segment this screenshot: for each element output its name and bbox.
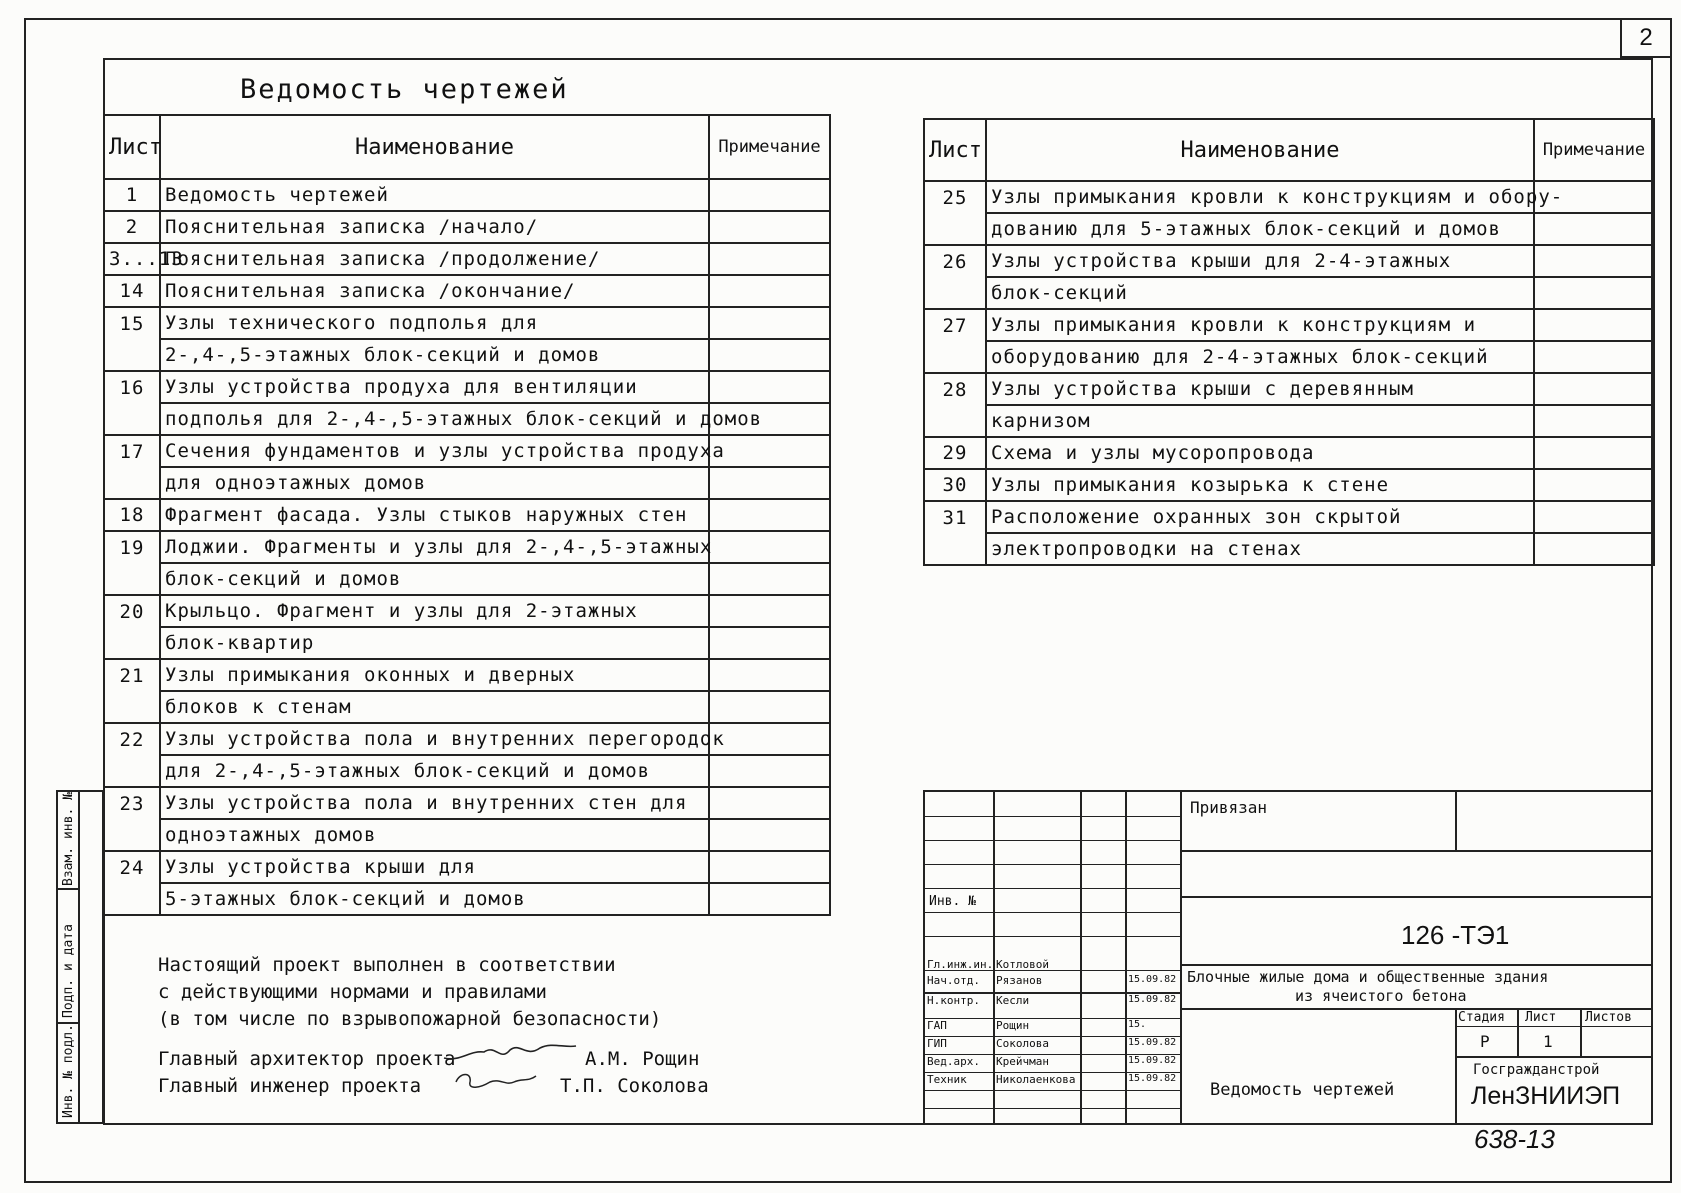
sheet-number-cell: 22 xyxy=(104,723,160,755)
note-cell xyxy=(1534,373,1654,405)
table-row xyxy=(104,371,830,403)
drawing-title-cell: Крыльцо. Фрагмент и узлы для 2-этажных xyxy=(160,595,709,627)
table-row xyxy=(104,243,830,275)
table-row xyxy=(924,213,1654,245)
table-row xyxy=(104,339,830,371)
drawing-title-cell: для 2-,4-,5-этажных блок-секций и домов xyxy=(160,755,709,787)
sheet-number-cell: 28 xyxy=(924,373,986,405)
table-row xyxy=(924,405,1654,437)
sheet-number-cell xyxy=(924,341,986,373)
staff-name: Котловой xyxy=(996,958,1049,971)
note-cell xyxy=(709,787,830,819)
drawing-title-cell: Пояснительная записка /продолжение/ xyxy=(160,243,709,275)
drawing-title-cell: Ведомость чертежей xyxy=(160,179,709,211)
drawing-title-cell: Узлы устройства продуха для вентиляции xyxy=(160,371,709,403)
org-name-1: Госгражданстрой xyxy=(1473,1062,1600,1078)
drawing-title-cell: электропроводки на стенах xyxy=(986,533,1534,565)
table-row xyxy=(104,595,830,627)
header-sheet: Лист xyxy=(104,115,160,179)
sheet-number-cell: 1 xyxy=(104,179,160,211)
staff-role: ГАП xyxy=(927,1019,947,1032)
drawing-title-cell: Лоджии. Фрагменты и узлы для 2-,4-,5-этажных xyxy=(160,531,709,563)
note-cell xyxy=(1534,309,1654,341)
sheet-number-cell xyxy=(104,627,160,659)
vzam-inv-label: Взам. инв. № xyxy=(61,792,76,886)
drawing-title-cell: Узлы устройства пола и внутренних стен для xyxy=(160,787,709,819)
note-cell xyxy=(709,435,830,467)
sheet-number-cell: 3...13 xyxy=(104,243,160,275)
sheet-number-cell xyxy=(924,533,986,565)
statement-line-2: с действующими нормами и правилами xyxy=(158,981,547,1003)
table-row xyxy=(104,659,830,691)
sheet-number-cell: 20 xyxy=(104,595,160,627)
page-title: Ведомость чертежей xyxy=(240,74,569,105)
sheet-number-cell: 17 xyxy=(104,435,160,467)
sheet-label: Лист xyxy=(1525,1010,1557,1025)
chief-engineer-name: Т.П. Соколова xyxy=(560,1075,709,1097)
sheet-number: 2 xyxy=(1620,20,1670,58)
sheet-number-cell: 25 xyxy=(924,181,986,213)
drawing-title-cell: дованию для 5-этажных блок-секций и домов xyxy=(986,213,1534,245)
staff-name: Кесли xyxy=(996,994,1030,1007)
header-sheet: Лист xyxy=(924,119,986,181)
sheet-number-cell: 14 xyxy=(104,275,160,307)
note-cell xyxy=(1534,469,1654,501)
inv-podl-cell xyxy=(58,1024,80,1122)
staff-date: 15.09.82 xyxy=(1128,1055,1177,1066)
table-row xyxy=(924,309,1654,341)
drawing-title-cell: Расположение охранных зон скрытой xyxy=(986,501,1534,533)
sheet-number-cell: 24 xyxy=(104,851,160,883)
sheet-number-cell: 15 xyxy=(104,307,160,339)
staff-name: Соколова xyxy=(996,1037,1049,1050)
staff-name: Крейчман xyxy=(996,1055,1049,1068)
note-cell xyxy=(709,531,830,563)
drawing-register-left xyxy=(103,114,831,916)
note-cell xyxy=(1534,437,1654,469)
table-row xyxy=(924,181,1654,213)
note-cell xyxy=(709,755,830,787)
staff-date: 15.09.82 xyxy=(1128,974,1177,985)
table-row xyxy=(104,499,830,531)
note-cell xyxy=(1534,213,1654,245)
sheet-number-cell: 26 xyxy=(924,245,986,277)
chief-architect-name: А.М. Рощин xyxy=(585,1048,700,1070)
note-cell xyxy=(709,339,830,371)
drawing-title-cell: оборудованию для 2-4-этажных блок-секций xyxy=(986,341,1534,373)
note-cell xyxy=(709,819,830,851)
staff-role: ГИП xyxy=(927,1037,947,1050)
table-row xyxy=(104,691,830,723)
archive-number: 638-13 xyxy=(1474,1124,1555,1154)
sheet-number-cell xyxy=(924,405,986,437)
table-row xyxy=(924,533,1654,565)
header-name: Наименование xyxy=(986,119,1534,181)
drawing-title-cell: Фрагмент фасада. Узлы стыков наружных стен xyxy=(160,499,709,531)
table-row xyxy=(104,211,830,243)
drawing-title-cell: Узлы примыкания козырька к стене xyxy=(986,469,1534,501)
vzam-inv-cell xyxy=(58,792,80,890)
note-cell xyxy=(709,179,830,211)
table-row xyxy=(104,787,830,819)
project-title-line-1: Блочные жилые дома и общественные здания xyxy=(1187,968,1549,986)
note-cell xyxy=(1534,245,1654,277)
sheet-number-cell xyxy=(104,819,160,851)
sheet-number-cell: 18 xyxy=(104,499,160,531)
sheet-number-cell: 21 xyxy=(104,659,160,691)
podp-data-cell xyxy=(58,890,80,1024)
sheet-number-cell: 2 xyxy=(104,211,160,243)
sheet-number-cell: 19 xyxy=(104,531,160,563)
note-cell xyxy=(709,851,830,883)
sheet-number-cell: 29 xyxy=(924,437,986,469)
drawing-title-cell: Узлы устройства крыши для 2-4-этажных xyxy=(986,245,1534,277)
sheet-number-cell xyxy=(924,213,986,245)
staff-date: 15. xyxy=(1128,1019,1147,1030)
sheet-number-cell xyxy=(104,563,160,595)
sheet-number-cell xyxy=(104,467,160,499)
sheet-number-cell xyxy=(104,755,160,787)
staff-name: Рязанов xyxy=(996,974,1043,987)
note-cell xyxy=(1534,533,1654,565)
staff-role: Н.контр. xyxy=(927,994,980,1007)
note-cell xyxy=(1534,405,1654,437)
note-cell xyxy=(709,499,830,531)
table-row xyxy=(104,275,830,307)
note-cell xyxy=(1534,501,1654,533)
inv-podl-label: Инв. № подл. xyxy=(61,1024,76,1118)
drawing-title-cell: Узлы устройства пола и внутренних перегородок xyxy=(160,723,709,755)
table-row xyxy=(104,179,830,211)
note-cell xyxy=(709,243,830,275)
table-row xyxy=(924,245,1654,277)
table-row xyxy=(104,883,830,915)
note-cell xyxy=(709,371,830,403)
staff-role: Техник xyxy=(927,1073,967,1086)
sheet-number-cell: 16 xyxy=(104,371,160,403)
table-row xyxy=(104,307,830,339)
table-row xyxy=(104,563,830,595)
statement-line-3: (в том числе по взрывопожарной безопасности) xyxy=(158,1008,662,1030)
staff-date: 15.09.82 xyxy=(1128,1073,1177,1084)
staff-role: Вед.арх. xyxy=(927,1055,980,1068)
staff-date: 15.09.82 xyxy=(1128,1037,1177,1048)
table-row xyxy=(104,435,830,467)
table-row xyxy=(104,851,830,883)
sheet-number-cell xyxy=(924,277,986,309)
sheet-number-cell xyxy=(104,339,160,371)
note-cell xyxy=(709,563,830,595)
org-name-2: ЛенЗНИИЭП xyxy=(1471,1082,1621,1110)
table-row xyxy=(924,341,1654,373)
header-note: Примечание xyxy=(1534,119,1654,181)
staff-date: 15.09.82 xyxy=(1128,994,1177,1005)
note-cell xyxy=(709,307,830,339)
chief-engineer-label: Главный инженер проекта xyxy=(158,1075,422,1097)
note-cell xyxy=(709,627,830,659)
note-cell xyxy=(709,723,830,755)
table-row xyxy=(924,469,1654,501)
drawing-title-cell: Узлы устройства крыши с деревянным xyxy=(986,373,1534,405)
staff-role: Нач.отд. xyxy=(927,974,980,987)
sheet-number-cell: 30 xyxy=(924,469,986,501)
note-cell xyxy=(709,691,830,723)
sheet-number-cell xyxy=(104,403,160,435)
drawing-title-cell: блок-секций xyxy=(986,277,1534,309)
drawing-title-cell: блок-квартир xyxy=(160,627,709,659)
table-row xyxy=(104,627,830,659)
sheet-number-cell xyxy=(104,883,160,915)
note-cell xyxy=(709,659,830,691)
drawing-title-cell: Узлы технического подполья для xyxy=(160,307,709,339)
privyazan-label: Привязан xyxy=(1190,798,1268,817)
stage-label: Стадия xyxy=(1458,1010,1505,1025)
note-cell xyxy=(1534,277,1654,309)
drawing-title-cell: Сечения фундаментов и узлы устройства продуха xyxy=(160,435,709,467)
drawing-title-cell: Схема и узлы мусоропровода xyxy=(986,437,1534,469)
table-row xyxy=(104,819,830,851)
drawing-title-cell: Пояснительная записка /начало/ xyxy=(160,211,709,243)
staff-name: Николаенкова xyxy=(996,1073,1076,1086)
staff-role: Гл.инж.ин. xyxy=(927,958,994,971)
note-cell xyxy=(709,883,830,915)
sheet-number-cell: 27 xyxy=(924,309,986,341)
statement-line-1: Настоящий проект выполнен в соответствии xyxy=(158,954,616,976)
table-row xyxy=(924,501,1654,533)
drawing-title-cell: Узлы примыкания кровли к конструкциям и обору- xyxy=(986,181,1534,213)
table-row xyxy=(924,373,1654,405)
inv-no-label: Инв. № xyxy=(929,894,976,909)
drawing-title-cell: Узлы примыкания кровли к конструкциям и xyxy=(986,309,1534,341)
drawing-name: Ведомость чертежей xyxy=(1210,1080,1395,1100)
sheet-number-cell: 31 xyxy=(924,501,986,533)
sheet-value: 1 xyxy=(1543,1032,1553,1051)
note-cell xyxy=(1534,341,1654,373)
table-row xyxy=(104,467,830,499)
drawing-title-cell: 2-,4-,5-этажных блок-секций и домов xyxy=(160,339,709,371)
note-cell xyxy=(709,211,830,243)
drawing-register-right xyxy=(923,118,1655,566)
drawing-title-cell: Узлы устройства крыши для xyxy=(160,851,709,883)
table-row xyxy=(104,755,830,787)
sheet-number-cell xyxy=(104,691,160,723)
table-row xyxy=(104,403,830,435)
table-row xyxy=(924,277,1654,309)
header-name: Наименование xyxy=(160,115,709,179)
note-cell xyxy=(709,275,830,307)
header-note: Примечание xyxy=(709,115,830,179)
note-cell xyxy=(709,595,830,627)
title-block xyxy=(923,790,1653,1125)
table-row xyxy=(104,531,830,563)
drawing-title-cell: блок-секций и домов xyxy=(160,563,709,595)
drawing-title-cell: блоков к стенам xyxy=(160,691,709,723)
compliance-statement xyxy=(158,952,661,1033)
drawing-title-cell: 5-этажных блок-секций и домов xyxy=(160,883,709,915)
staff-name: Рощин xyxy=(996,1019,1030,1032)
project-code: 126 -ТЭ1 xyxy=(1401,920,1510,950)
drawing-title-cell: карнизом xyxy=(986,405,1534,437)
podp-data-label: Подп. и дата xyxy=(61,924,76,1018)
stage-value: Р xyxy=(1480,1032,1490,1051)
project-title-line-2: из ячеистого бетона xyxy=(1295,987,1467,1005)
architect-signature xyxy=(440,1036,580,1068)
drawing-title-cell: одноэтажных домов xyxy=(160,819,709,851)
side-strip xyxy=(56,790,104,1124)
sheet-number-cell: 23 xyxy=(104,787,160,819)
note-cell xyxy=(709,467,830,499)
sheets-label: Листов xyxy=(1585,1010,1632,1025)
drawing-title-cell: Пояснительная записка /окончание/ xyxy=(160,275,709,307)
chief-architect-label: Главный архитектор проекта xyxy=(158,1048,456,1070)
table-row xyxy=(924,437,1654,469)
engineer-signature xyxy=(450,1068,540,1094)
drawing-title-cell: подполья для 2-,4-,5-этажных блок-секций и домов xyxy=(160,403,709,435)
drawing-title-cell: для одноэтажных домов xyxy=(160,467,709,499)
drawing-title-cell: Узлы примыкания оконных и дверных xyxy=(160,659,709,691)
table-row xyxy=(104,723,830,755)
